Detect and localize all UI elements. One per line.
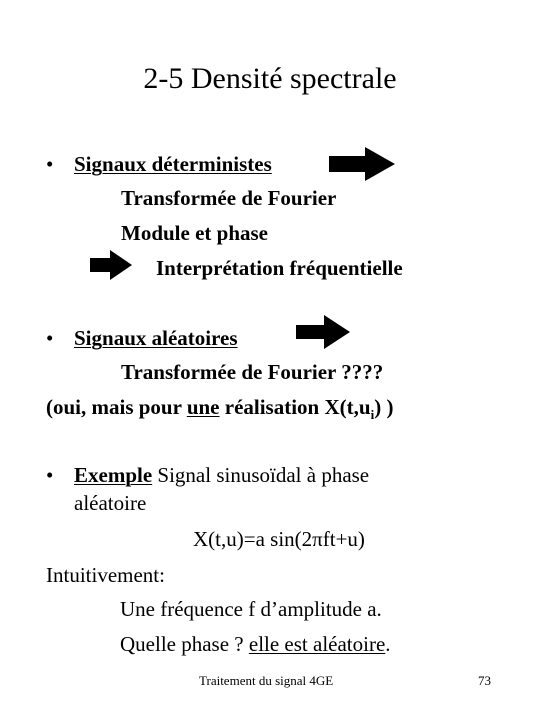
page-number: 73 bbox=[478, 673, 491, 688]
bullet: • bbox=[46, 463, 54, 487]
text-line: Intuitivement: bbox=[46, 563, 165, 587]
text-line: Interprétation fréquentielle bbox=[156, 256, 403, 280]
bullet: • bbox=[46, 326, 54, 350]
right-arrow-icon bbox=[90, 250, 132, 280]
text-fragment: . bbox=[385, 632, 391, 656]
right-arrow-icon bbox=[329, 147, 395, 181]
text-line: aléatoire bbox=[74, 491, 147, 515]
text-fragment-underlined: elle est aléatoire bbox=[248, 632, 386, 656]
section-heading-deterministes: Signaux déterministes bbox=[74, 152, 272, 176]
pi-symbol: π bbox=[312, 527, 323, 551]
text-fragment: Signal sinusoïdal à phase bbox=[152, 463, 370, 487]
text-line-phase bbox=[120, 632, 391, 656]
formula bbox=[193, 527, 365, 551]
slide-title: 2-5 Densité spectrale bbox=[143, 62, 397, 95]
text-line: Transformée de Fourier ???? bbox=[121, 360, 384, 384]
section-heading-aleatoires: Signaux aléatoires bbox=[74, 326, 238, 350]
text-fragment: Quelle phase ? bbox=[120, 632, 249, 656]
text-fragment-une: une bbox=[186, 395, 220, 419]
text-fragment: ) ) bbox=[374, 395, 394, 419]
text-line: Une fréquence f d’amplitude a. bbox=[120, 597, 382, 621]
subscript-i: i bbox=[370, 407, 375, 423]
text-fragment: X(t,u)=a sin(2 bbox=[193, 527, 313, 551]
right-arrow-icon bbox=[296, 315, 350, 349]
text-fragment: (oui, mais pour bbox=[46, 395, 187, 419]
footer-title: Traitement du signal 4GE bbox=[199, 673, 334, 688]
text-line: Transformée de Fourier bbox=[121, 186, 337, 210]
text-line-exemple bbox=[74, 463, 369, 487]
text-line: Module et phase bbox=[121, 221, 268, 245]
text-fragment: ft+u) bbox=[322, 527, 365, 551]
exemple-label: Exemple bbox=[74, 463, 153, 487]
text-fragment: réalisation X(t,u bbox=[219, 395, 371, 419]
text-line-realisation bbox=[46, 395, 393, 427]
bullet: • bbox=[46, 152, 54, 176]
